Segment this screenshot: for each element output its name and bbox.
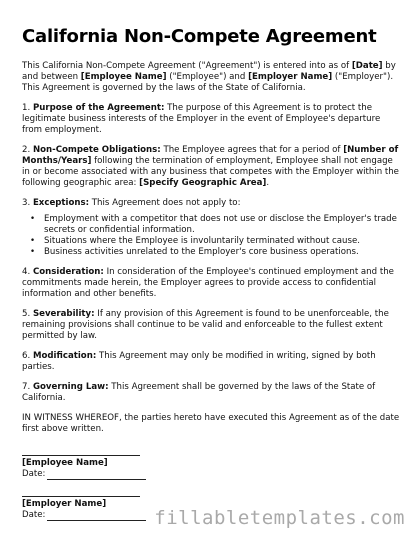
date-label: Date:: [22, 510, 46, 520]
section-number: 7.: [22, 382, 33, 392]
section-text: This Agreement shall be governed by the laws of the State of California.: [22, 382, 376, 403]
intro-text: ("Employee") and: [166, 72, 249, 82]
section-consideration: [22, 267, 402, 300]
intro-paragraph: [22, 61, 402, 94]
section-severability: [22, 309, 402, 342]
section-number: 6.: [22, 351, 33, 361]
section-exceptions: [22, 198, 402, 209]
employee-name-label: [Employee Name]: [22, 458, 108, 468]
section-number: 4.: [22, 267, 33, 277]
section-number: 2.: [22, 145, 33, 155]
section-text: This Agreement may only be modified in writing, signed by both parties.: [22, 351, 376, 372]
section-purpose: [22, 103, 402, 136]
date-label: Date:: [22, 469, 46, 479]
period-placeholder: [Number of Months/Years]: [22, 145, 399, 166]
section-governing-law: [22, 382, 402, 404]
employee-date-line[interactable]: [47, 471, 146, 480]
list-item: • Employment with a competitor that does not use or disclose the Employer's trade secrets or confidential information.: [38, 214, 402, 236]
document-title: California Non-Compete Agreement: [22, 26, 377, 47]
intro-text: This California Non-Compete Agreement ("Agreement") is entered into as of: [22, 61, 352, 71]
geographic-area-placeholder: [Specify Geographic Area]: [139, 178, 267, 188]
employer-name-placeholder: [Employer Name]: [248, 72, 333, 82]
section-text: If any provision of this Agreement is found to be unenforceable, the remaining provisions shall continue to be valid and enforceable to the fullest extent permitted by law.: [22, 309, 389, 341]
section-text: .: [266, 178, 270, 188]
section-non-compete: [22, 145, 402, 189]
employee-name-placeholder: [Employee Name]: [80, 72, 167, 82]
employer-signature-line[interactable]: [22, 496, 140, 497]
section-number: 5.: [22, 309, 33, 319]
list-item: • Business activities unrelated to the Employer's core business operations.: [38, 247, 402, 258]
exceptions-list: [22, 214, 402, 258]
section-text: following the termination of employment, Employee shall not engage in or become associated with any business that competes with the Employer within the following geographic area:: [22, 156, 399, 188]
section-number: 1.: [22, 103, 33, 113]
section-heading: Modification:: [32, 351, 97, 361]
section-text: The purpose of this Agreement is to protect the legitimate business interests of the Employer in the event of Employee's departure from employment.: [22, 103, 381, 135]
agreement-document: [22, 26, 402, 521]
section-heading: Exceptions:: [32, 198, 90, 208]
employer-date-line[interactable]: [47, 512, 146, 521]
list-item: • Situations where the Employee is involuntarily terminated without cause.: [38, 236, 402, 247]
section-heading: Governing Law:: [32, 382, 109, 392]
employee-signature-block: [22, 455, 402, 480]
witness-paragraph: IN WITNESS WHEREOF, the parties hereto have executed this Agreement as of the date first above written.: [22, 413, 400, 434]
date-placeholder: [Date]: [351, 61, 383, 71]
section-heading: Non-Compete Obligations:: [32, 145, 161, 155]
section-text: The Employee agrees that for a period of: [160, 145, 344, 155]
section-text: This Agreement does not apply to:: [89, 198, 241, 208]
section-text: In consideration of the Employee's continued employment and the commitments made herein, the Employer agrees to provide access to confidential information and other benefits.: [22, 267, 394, 299]
section-heading: Purpose of the Agreement:: [32, 103, 165, 113]
section-modification: [22, 351, 402, 373]
employee-signature-line[interactable]: [22, 455, 140, 456]
employer-name-label: [Employer Name]: [22, 499, 107, 509]
intro-text: by and between: [22, 61, 396, 82]
section-heading: Severability:: [32, 309, 95, 319]
employee-date-row: [22, 469, 402, 480]
section-heading: Consideration:: [32, 267, 104, 277]
intro-text: ("Employer"). This Agreement is governed by the laws of the State of California.: [22, 72, 394, 93]
section-number: 3.: [22, 198, 33, 208]
watermark-text: fillabletemplates.com: [154, 507, 405, 529]
